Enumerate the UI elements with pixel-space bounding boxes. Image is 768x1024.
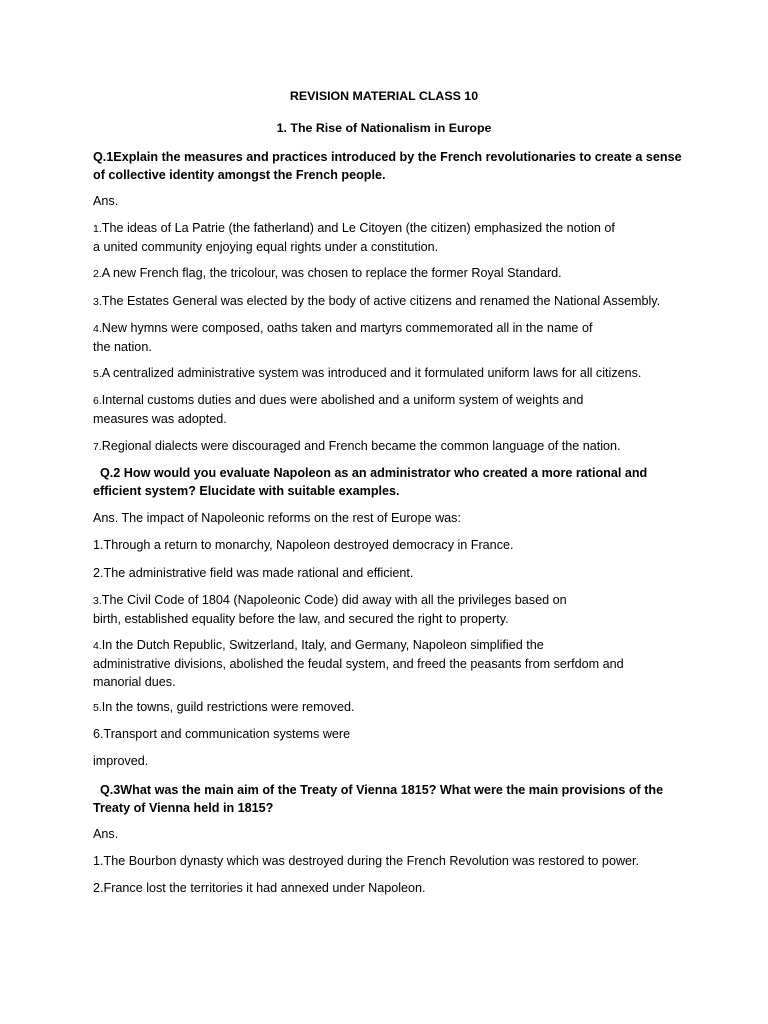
point-number: 4. (93, 323, 102, 335)
q3-point-2 (93, 879, 683, 897)
chapter-heading: 1. The Rise of Nationalism in Europe (276, 121, 492, 135)
point-text: The Civil Code of 1804 (Napoleonic Code) did away with all the privileges based on (101, 593, 567, 607)
point-text: administrative divisions, abolished the feudal system, and freed the peasants from serfdom and (93, 657, 624, 671)
point-number: 7. (93, 441, 102, 453)
point-text: The administrative field was made rational and efficient. (103, 566, 414, 580)
q2-point-6-continuation: improved. (93, 754, 149, 768)
point-text: a united community enjoying equal rights under a constitution. (93, 240, 439, 254)
point-text: Regional dialects were discouraged and French became the common language of the nation. (101, 439, 621, 453)
q2-point-1 (93, 536, 683, 554)
point-number: 1. (93, 223, 102, 235)
point-number: 6. (93, 727, 104, 741)
point-number: 3. (93, 595, 102, 607)
point-text: Internal customs duties and dues were abolished and a uniform system of weights and (101, 393, 584, 407)
point-text: manorial dues. (93, 675, 176, 689)
document-title: REVISION MATERIAL CLASS 10 (289, 89, 479, 103)
question-1 (93, 148, 683, 184)
question-3-line: Treaty of Vienna held in 1815? (93, 801, 274, 815)
point-number: 2. (93, 566, 104, 580)
point-text: Transport and communication systems were (103, 727, 351, 741)
question-1-line: Q.1Explain the measures and practices introduced by the French revolutionaries to create a sense (93, 150, 682, 164)
point-text: The ideas of La Patrie (the fatherland) and Le Citoyen (the citizen) emphasized the notion of (101, 221, 615, 235)
point-text: France lost the territories it had annexed under Napoleon. (103, 881, 426, 895)
point-text: In the towns, guild restrictions were removed. (101, 700, 355, 714)
question-2-line: efficient system? Elucidate with suitable examples. (93, 484, 400, 498)
point-text: In the Dutch Republic, Switzerland, Italy, and Germany, Napoleon simplified the (101, 638, 544, 652)
point-text: The Estates General was elected by the body of active citizens and renamed the National Assembly. (101, 294, 661, 308)
question-2 (93, 464, 683, 500)
point-text: New hymns were composed, oaths taken and martyrs commemorated all in the name of (101, 321, 593, 335)
point-number: 6. (93, 395, 102, 407)
point-number: 1. (93, 538, 104, 552)
point-number: 1. (93, 854, 104, 868)
point-number: 2. (93, 881, 104, 895)
point-text: the nation. (93, 340, 152, 354)
point-number: 5. (93, 702, 102, 714)
answer-label: Ans. (93, 194, 119, 208)
question-1-line: of collective identity amongst the French people. (93, 168, 386, 182)
point-number: 2. (93, 268, 102, 280)
point-text: measures was adopted. (93, 412, 227, 426)
q3-point-1 (93, 852, 683, 870)
point-text: Through a return to monarchy, Napoleon destroyed democracy in France. (103, 538, 514, 552)
q2-point-5 (93, 698, 683, 717)
point-text: The Bourbon dynasty which was destroyed during the French Revolution was restored to power. (103, 854, 640, 868)
point-text: A centralized administrative system was introduced and it formulated uniform laws for all citizens. (101, 366, 642, 380)
point-text: birth, established equality before the law, and secured the right to property. (93, 612, 509, 626)
q1-point-7 (93, 437, 683, 456)
answer-intro: Ans. The impact of Napoleonic reforms on the rest of Europe was: (93, 511, 461, 525)
q1-point-1 (93, 219, 683, 256)
q1-point-5 (93, 364, 683, 383)
point-number: 4. (93, 640, 102, 652)
q1-point-4 (93, 319, 683, 356)
q2-point-3 (93, 591, 683, 628)
q2-point-2 (93, 564, 683, 582)
question-2-line: Q.2 How would you evaluate Napoleon as an administrator who created a more rational and (100, 466, 648, 480)
q2-point-6 (93, 725, 683, 743)
question-3-line: Q.3What was the main aim of the Treaty of Vienna 1815? What were the main provisions of the (100, 783, 664, 797)
q1-point-6 (93, 391, 683, 428)
point-number: 5. (93, 368, 102, 380)
answer-label: Ans. (93, 827, 119, 841)
q1-point-3 (93, 292, 683, 311)
question-3 (93, 781, 683, 817)
point-number: 3. (93, 296, 102, 308)
q1-point-2 (93, 264, 683, 283)
point-text: A new French flag, the tricolour, was chosen to replace the former Royal Standard. (101, 266, 562, 280)
q2-point-4 (93, 636, 683, 691)
